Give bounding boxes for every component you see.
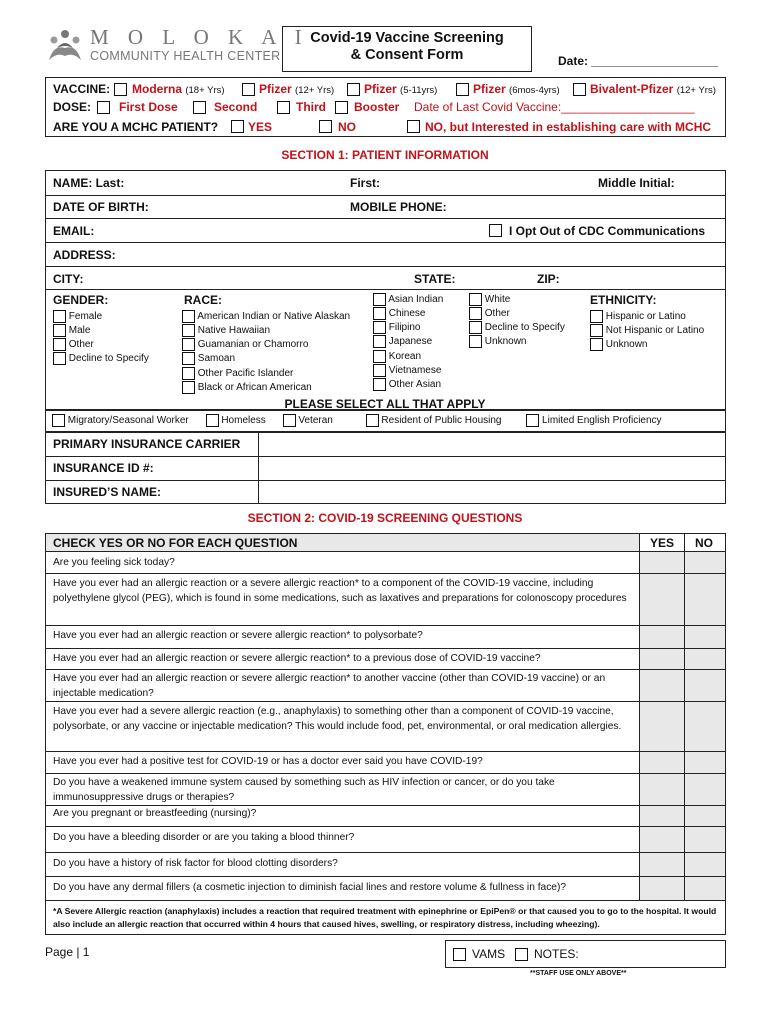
pfizer-6mos-label: Pfizer (6mos-4yrs): [473, 82, 560, 96]
race-col1: [182, 310, 350, 395]
mobile-phone-field[interactable]: MOBILE PHONE:: [350, 200, 447, 214]
race-checkbox[interactable]: [469, 335, 482, 348]
race-col3: [469, 293, 565, 350]
race-option: Vietnamese: [388, 364, 442, 376]
third-dose-checkbox[interactable]: [277, 101, 290, 114]
patient-no-label: NO: [338, 120, 356, 134]
org-subtitle: COMMUNITY HEALTH CENTER: [90, 49, 281, 63]
yes-header: YES: [650, 536, 675, 550]
race-checkbox[interactable]: [373, 293, 386, 306]
middle-initial-field[interactable]: Middle Initial:: [598, 176, 675, 190]
gender-option: Other: [68, 339, 94, 351]
patient-label: ARE YOU A MCHC PATIENT?: [53, 120, 219, 134]
race-option: American Indian or Native Alaskan: [197, 311, 351, 323]
apply-option: Homeless: [221, 415, 266, 427]
race-checkbox[interactable]: [182, 352, 195, 365]
moderna-checkbox[interactable]: [114, 83, 127, 96]
booster-label: Booster: [354, 100, 400, 114]
third-dose-label: Third: [296, 100, 326, 114]
ethnicity-checkbox[interactable]: [590, 324, 603, 337]
question-6: Have you ever had a severe allergic reaction (e.g., anaphylaxis) to something other than a component of COVID-19 vaccine, polysorbate, or any vaccine or injectable medication? This would include food, pet, environmental, or oral medication allergies.: [53, 706, 622, 732]
date-field[interactable]: Date: ___________________: [558, 54, 719, 68]
first-dose-checkbox[interactable]: [97, 101, 110, 114]
page-number: Page | 1: [45, 945, 90, 959]
name-last-field[interactable]: NAME: Last:: [53, 176, 125, 190]
org-name: M O L O K A I: [90, 25, 309, 49]
public-housing-checkbox[interactable]: [366, 414, 379, 427]
apply-options: [52, 414, 722, 427]
homeless-checkbox[interactable]: [206, 414, 219, 427]
gender-option: Male: [68, 325, 91, 337]
form-title-line2: & Consent Form: [350, 47, 464, 63]
race-option: Other Pacific Islander: [197, 367, 294, 379]
footnote: *A Severe Allergic reaction (anaphylaxis) includes a reaction that required treatment with epinephrine or EpiPen® or that caused you to go to the hospital. It would also include an allergic reaction that occurred within 4 hours that caused hives, swelling, or respiratory distress, including wheezing).: [53, 906, 717, 929]
zip-field[interactable]: ZIP:: [537, 272, 560, 286]
race-option: Japanese: [388, 336, 433, 348]
veteran-checkbox[interactable]: [283, 414, 296, 427]
people-logo-icon: [45, 26, 85, 64]
race-checkbox[interactable]: [373, 335, 386, 348]
opt-out-checkbox[interactable]: [489, 224, 502, 237]
state-field[interactable]: STATE:: [414, 272, 456, 286]
gender-male-checkbox[interactable]: [53, 324, 66, 337]
race-checkbox[interactable]: [182, 310, 195, 323]
notes-checkbox[interactable]: [515, 948, 528, 961]
race-label: RACE:: [184, 293, 222, 307]
race-option: Black or African American: [197, 381, 312, 393]
ethnicity-checkbox[interactable]: [590, 338, 603, 351]
gender-options: [53, 310, 149, 367]
logo: [45, 26, 85, 64]
email-field[interactable]: EMAIL:: [53, 224, 95, 238]
gender-option: Female: [68, 311, 103, 323]
pfizer-12-checkbox[interactable]: [242, 83, 255, 96]
race-col2: [373, 293, 443, 392]
first-name-field[interactable]: First:: [350, 176, 380, 190]
check-header: CHECK YES OR NO FOR EACH QUESTION: [53, 536, 298, 550]
insured-name-field[interactable]: INSURED’S NAME:: [53, 485, 162, 499]
vams-checkbox[interactable]: [453, 948, 466, 961]
staff-use-label: **STAFF USE ONLY ABOVE**: [530, 970, 627, 977]
patient-yes-checkbox[interactable]: [231, 120, 244, 133]
no-header: NO: [695, 536, 713, 550]
please-select-label: PLEASE SELECT ALL THAT APPLY: [284, 397, 486, 411]
race-checkbox[interactable]: [469, 321, 482, 334]
second-dose-label: Second: [214, 100, 258, 114]
race-checkbox[interactable]: [182, 367, 195, 380]
race-checkbox[interactable]: [469, 307, 482, 320]
ethnicity-label: ETHNICITY:: [590, 293, 657, 307]
bivalent-checkbox[interactable]: [573, 83, 586, 96]
ethnicity-checkbox[interactable]: [590, 310, 603, 323]
patient-no-checkbox[interactable]: [319, 120, 332, 133]
pfizer-5-11-checkbox[interactable]: [347, 83, 360, 96]
second-dose-checkbox[interactable]: [193, 101, 206, 114]
apply-option: Veteran: [298, 415, 333, 427]
race-option: Native Hawaiian: [197, 325, 271, 337]
ethnicity-option: Hispanic or Latino: [605, 311, 686, 323]
race-option: Unknown: [484, 336, 527, 348]
question-3: Have you ever had an allergic reaction or severe allergic reaction* to polysorbate?: [53, 630, 423, 641]
race-checkbox[interactable]: [182, 338, 195, 351]
race-option: Decline to Specify: [484, 322, 565, 334]
pfizer-5-11-label: Pfizer (5-11yrs): [364, 82, 438, 96]
race-option: Korean: [388, 350, 422, 362]
interested-checkbox[interactable]: [407, 120, 420, 133]
race-checkbox[interactable]: [469, 293, 482, 306]
ethnicity-option: Not Hispanic or Latino: [605, 325, 705, 337]
race-checkbox[interactable]: [373, 321, 386, 334]
question-11: Do you have a history of risk factor for blood clotting disorders?: [53, 858, 338, 869]
race-option: Guamanian or Chamorro: [197, 339, 309, 351]
first-dose-label: First Dose: [119, 100, 178, 114]
race-checkbox[interactable]: [373, 364, 386, 377]
race-option: Other Asian: [388, 378, 442, 390]
question-7: Have you ever had a positive test for COVID-19 or has a doctor ever said you have COVID-19?: [53, 756, 483, 767]
insurance-id-field[interactable]: INSURANCE ID #:: [53, 461, 154, 475]
ethnicity-option: Unknown: [605, 339, 648, 351]
gender-female-checkbox[interactable]: [53, 310, 66, 323]
race-option: White: [484, 294, 511, 306]
address-field[interactable]: ADDRESS:: [53, 248, 116, 262]
question-9: Are you pregnant or breastfeeding (nursing)?: [53, 808, 257, 819]
patient-yes-label: YES: [248, 120, 273, 134]
question-8: Do you have a weakened immune system caused by something such as HIV infection or cancer, or do you take immunosuppressive drugs or therapies?: [53, 777, 555, 803]
question-4: Have you ever had an allergic reaction or severe allergic reaction* to a previous dose of COVID-19 vaccine?: [53, 653, 541, 664]
apply-option: Migratory/Seasonal Worker: [67, 415, 189, 427]
race-option: Chinese: [388, 308, 426, 320]
race-checkbox[interactable]: [182, 324, 195, 337]
race-checkbox[interactable]: [373, 378, 386, 391]
city-field[interactable]: CITY:: [53, 272, 84, 286]
dob-field[interactable]: DATE OF BIRTH:: [53, 200, 149, 214]
apply-option: Limited English Proficiency: [542, 415, 662, 427]
pfizer-6mos-checkbox[interactable]: [456, 83, 469, 96]
race-option: Filipino: [388, 322, 421, 334]
lep-checkbox[interactable]: [526, 414, 539, 427]
apply-option: Resident of Public Housing: [381, 415, 502, 427]
gender-other-checkbox[interactable]: [53, 338, 66, 351]
opt-out-label: I Opt Out of CDC Communications: [509, 224, 705, 238]
race-option: Asian Indian: [388, 294, 444, 306]
moderna-label: Moderna (18+ Yrs): [132, 82, 225, 96]
question-10: Do you have a bleeding disorder or are you taking a blood thinner?: [53, 832, 355, 843]
gender-decline-checkbox[interactable]: [53, 352, 66, 365]
gender-label: GENDER:: [53, 293, 109, 307]
booster-checkbox[interactable]: [335, 101, 348, 114]
question-5: Have you ever had an allergic reaction or severe allergic reaction* to another vaccine (other than COVID-19 vaccine) or an injectable medication?: [53, 673, 606, 699]
dose-label: DOSE:: [53, 100, 92, 114]
section2-title: SECTION 2: COVID-19 SCREENING QUESTIONS: [247, 511, 523, 525]
question-2: Have you ever had an allergic reaction or a severe allergic reaction* to a component of the COVID-19 vaccine, including polyethylene glycol (PEG), which is found in some medications, such as laxatives and preparations for colonoscopy procedures: [53, 578, 627, 604]
bivalent-label: Bivalent-Pfizer (12+ Yrs): [590, 82, 716, 96]
notes-field[interactable]: NOTES:: [534, 947, 579, 961]
migratory-checkbox[interactable]: [52, 414, 65, 427]
race-checkbox[interactable]: [373, 307, 386, 320]
ethnicity-options: [590, 310, 704, 352]
race-option: Other: [484, 308, 510, 320]
insurance-carrier-field[interactable]: PRIMARY INSURANCE CARRIER: [53, 437, 241, 451]
gender-option: Decline to Specify: [68, 353, 149, 365]
section1-title: SECTION 1: PATIENT INFORMATION: [281, 148, 489, 162]
vams-label: VAMS: [472, 947, 506, 961]
question-1: Are you feeling sick today?: [53, 557, 175, 568]
vaccine-label: VACCINE:: [53, 82, 111, 96]
race-option: Samoan: [197, 353, 236, 365]
form-title-line1: Covid-19 Vaccine Screening: [310, 30, 504, 46]
interested-label: NO, but Interested in establishing care with MCHC: [425, 120, 712, 134]
last-vaccine-date-field[interactable]: Date of Last Covid Vaccine:____________________: [414, 100, 695, 114]
question-12: Do you have any dermal fillers (a cosmetic injection to diminish facial lines and restore volume & fullness in face)?: [53, 882, 567, 893]
race-checkbox[interactable]: [373, 350, 386, 363]
pfizer-12-label: Pfizer (12+ Yrs): [259, 82, 335, 96]
race-checkbox[interactable]: [182, 381, 195, 394]
